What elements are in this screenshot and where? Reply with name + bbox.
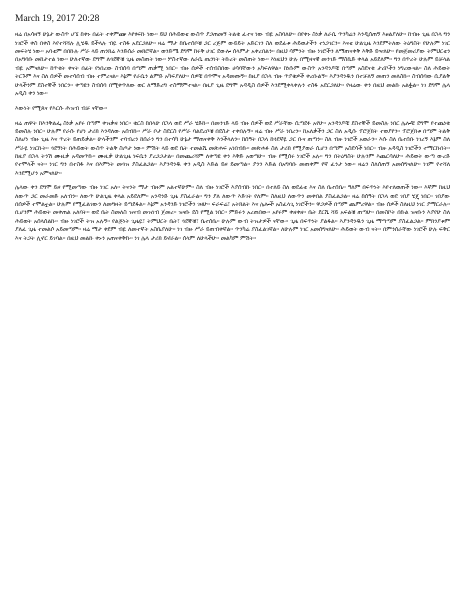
paragraph-4: ሌላው ቀን ደግሞ ይዞ የሚመጣው ብዙ ነገር አለ። ትናንት ማታ ብዙም አልተኛሁም። ስለ ብዙ ነገሮች እያሰብኩ ነበር። በተለይ ስለ ወደፊቴ እና ስለ ቤተሰቤ። ዓለም በፍጥነት እየተለወጠች ነው። እኛም ከዚህ ለውጥ ጋር መራመድ አለብን። ለውጥ ሁልጊዜ ቀላል አይደለም። አንዳንድ ጊዜ ያስፈራል። ግን ያለ ለውጥ እድገት የለም። ስለዚህ ለውጥን መቀበል ያስፈልጋል። ዛሬ ከሰዓት በኋላ ወደ ገበያ ሄጄ ነበር። ገበያው በሰዎች ተሞልቷል። ሁሉም የሚፈልገውን ለመግዛት ይጣደፋል። እኔም አንዳንድ ነገሮችን ገዛሁ። ፍራፍሬ፣ አትክልት እና ሌሎች አስፈላጊ ነገሮችን። ዋጋዎች በጣም ጨምረዋል። ብዙ ሰዎች ስለዚህ ነገር ያማርራሉ። ቢሆንም ሕይወት መቀጠል አለባት። ወደ ቤት ስመለስ ዝናብ መዝነብ ጀመረ። ዝናቡ ደስ የሚል ነበር። ምድሩን አረጠበው። አየሩም ቀዘቀዘ። ቤት ደርሼ ሻይ አፍልቼ ጠጣሁ። በመስኮት በኩል ዝናቡን እያየሁ ስለ ሕይወት አሰላሰልኩ። ብዙ ነገሮች ትዝ አሉኝ። የልጅነት ጊዜዬ፣ ትምህርት ቤት፣ ጓደኞቼ፣ ቤተሰቤ። ሁሉም ውብ ትዝታዎች ናቸው። ጊዜ በፍጥነት ያልፋል። እያንዳንዱን ጊዜ ማጣጣም ያስፈልጋል። ምክንያቱም ያለፈ ጊዜ ተመልሶ አይመጣም። ዛሬ ማታ ቀደም ብዬ ለመተኛት አስቤያለሁ። ነገ ብዙ ሥራ ይጠብቀኛል። ጥንካሬ ያስፈልገኛል። ለሁሉም ነገር አመሰግናለሁ። ሕይወት ውብ ናት። በምንሰራቸው ነገሮች ሁሉ ፍቅር እና ትጋት ሊኖር ይገባል። በዚህ መልኩ ቀኑን አጠናቀቅኩ። ነገ ሌላ ታሪክ ይኖራል። ሰላም ለሁላችሁ። መልካም ምሽት። (15, 185, 450, 242)
entry-body (15, 31, 450, 242)
paragraph-2: እውነት የሚጸና የእርሱ ሕዝብ ብቻ ናቸው። (15, 105, 108, 112)
paragraph-3: ዛሬ ጠዋት ከእንቅልፌ ስነቃ አየሩ በጣም ቀዝቃዛ ነበር። ቁርስ ከበላሁ በኋላ ወደ ሥራ ሄድኩ። በመንገድ ላይ ብዙ ሰዎች ወደ ሥራቸው ሲጣደፉ አየሁ። አንዳንዶቹ ደስተኞች ይመስሉ ነበር ሌሎቹ ደግሞ የተጨነቁ ይመስሉ ነበር። ሁሉም የራሱ የሆነ ታሪክ እንዳለው አሰብኩ። ሥራ ቦታ ስደርስ የሥራ ባልደረቦቼ በደስታ ተቀበሉኝ። ዛሬ ብዙ ሥራ ነበረን። ከአለቃችን ጋር ስለ አዲሱ ፕሮጀክት ተወያየን። ፕሮጀክቱ በጣም ትልቅ ስለሆነ ብዙ ጊዜ እና ጥረት ይጠይቃል። ሁላችንም ተባብረን ከሰራን ግን በተሳካ ሁኔታ ማጠናቀቅ እንችላለን። ከሰዓት በኋላ ከጓደኛዬ ጋር ቡና ጠጣን። ስለ ብዙ ነገሮች አወራን። እሱ ስለ ቤተሰቡ ነገረኝ እኔም ስለ ሥራዬ ነገርኩት። ጓደኝነት በሕይወት ውስጥ ትልቅ ስጦታ ነው። ምሽት ላይ ወደ ቤት ተመልሼ መጽሐፍ አነበብኩ። መጽሐፉ ስለ ታሪክ የሚያወራ ሲሆን በጣም አስደሳች ነበር። ብዙ አዳዲስ ነገሮችን ተማርኩበት። ከዚያ በኋላ ትንሽ ሙዚቃ አዳመጥኩ። ሙዚቃ ሁልጊዜ ነፍሴን ያረጋጋታል። በመጨረሻም ለቀጣዩ ቀን እቅድ አወጣሁ። ብዙ የሚሰሩ ነገሮች አሉ። ግን በትዕግስት ሁሉንም እጨርሳለሁ። ሕይወት ውጣ ውረድ የተሞላች ናት። ነገር ግን በተስፋ እና በእምነት መጓዝ ያስፈልጋል። እያንዳንዱ ቀን አዲስ እድል ይዞ ይመጣል። ያንን እድል በአግባቡ መጠቀም የኛ ፈንታ ነው። ዛሬን ስለሰጠኝ አመሰግናለሁ። ነገም የተሻለ እንደሚሆን አምናለሁ። (15, 120, 450, 177)
entry-date: March 19, 2017 20:28 (15, 14, 100, 24)
paragraph-1: ዛሬ በአሳዛኝ ሁኔታ ውስጥ ሆኜ ከቀኑ በፊት ተቀምጬ እየፃፍኩ ነው። ይህ በሕይወቴ ውስጥ ያጋጠመኝ ትልቁ ፈተና ነው ብዬ አስባለሁ። በየቀኑ ስነቃ ለራሴ ጥንካሬን እንዲሰጠኝ እፀልያለሁ። ከብዙ ጊዜ በኋላ ግን ነገሮች ቀስ በቀስ እየተሻሻሉ ሊሄዱ ይችላሉ ብዬ ተስፋ አደርጋለሁ። ዛሬ ማታ ከቤተሰቦቼ ጋር ረጅም ውይይት አድርገን ስለ ወደፊቱ ሕይወታችን ተነጋገርን። እናቴ ሁልጊዜ እንደምትለው ትዕግስት የሁሉም ነገር መፍትሄ ነው። አባቴም በበኩሉ ሥራ ላይ ጠንክሬ እንድሰራ መክሮኛል። ወንድሜ ደግሞ ከሩቅ ሀገር ደውሎ ሰላምታ አቀረበልን። በዚህ ሳምንት ብዙ ነገሮችን ለማጠናቀቅ እቅድ ይዣለሁ። የመጀመሪያው ትምህርቴን በአግባቡ መከታተል ነው። ሁለተኛው ደግሞ ለጓደኞቼ ጊዜ መስጠት ነው። ሦስተኛው ለራሴ ጤንነት ትኩረት መስጠት ነው። እነዚህን ሁሉ በሚዛናዊ መንገድ ማስኬድ ቀላል አይደለም። ግን በጥረት ሁሉም ይቻላል ብዬ አምናለሁ። ከጥቂት ቀናት በፊት የነበረው ስብሰባ በጣም ጠቃሚ ነበር። ብዙ ሰዎች ተሰብስበው ሀሳባቸውን አካፍለዋል። ከነሱም ውስጥ አንዳንዶቹ በጣም አስደናቂ ታሪኮችን ነግረውናል። ስለ ሕይወት ትርጉም እና ስለ ሰዎች መተሳሰብ ብዙ ተምረናል። እኔም የራሴን ልምድ አካፍያለሁ። ሰዎቹ በጥሞና አዳመጡኝ። ከዚያ በኋላ ብዙ ጥያቄዎች ቀረቡልኝ። እያንዳንዱን በተቻለኝ መጠን መለስኩ። ስብሰባው ሲያልቅ ሁላችንም ደስተኞች ነበርን። ቀጣዩን ስብሰባ በሚቀጥለው ወር ለማድረግ ተስማምተናል። በዚያ ጊዜ ደግሞ አዳዲስ ሰዎች እንደሚቀላቀሉን ተስፋ አደርጋለሁ። የዛሬው ቀን በዚህ መልኩ አልፏል። ነገ ደግሞ ሌላ አዲስ ቀን ነው። (15, 32, 450, 97)
